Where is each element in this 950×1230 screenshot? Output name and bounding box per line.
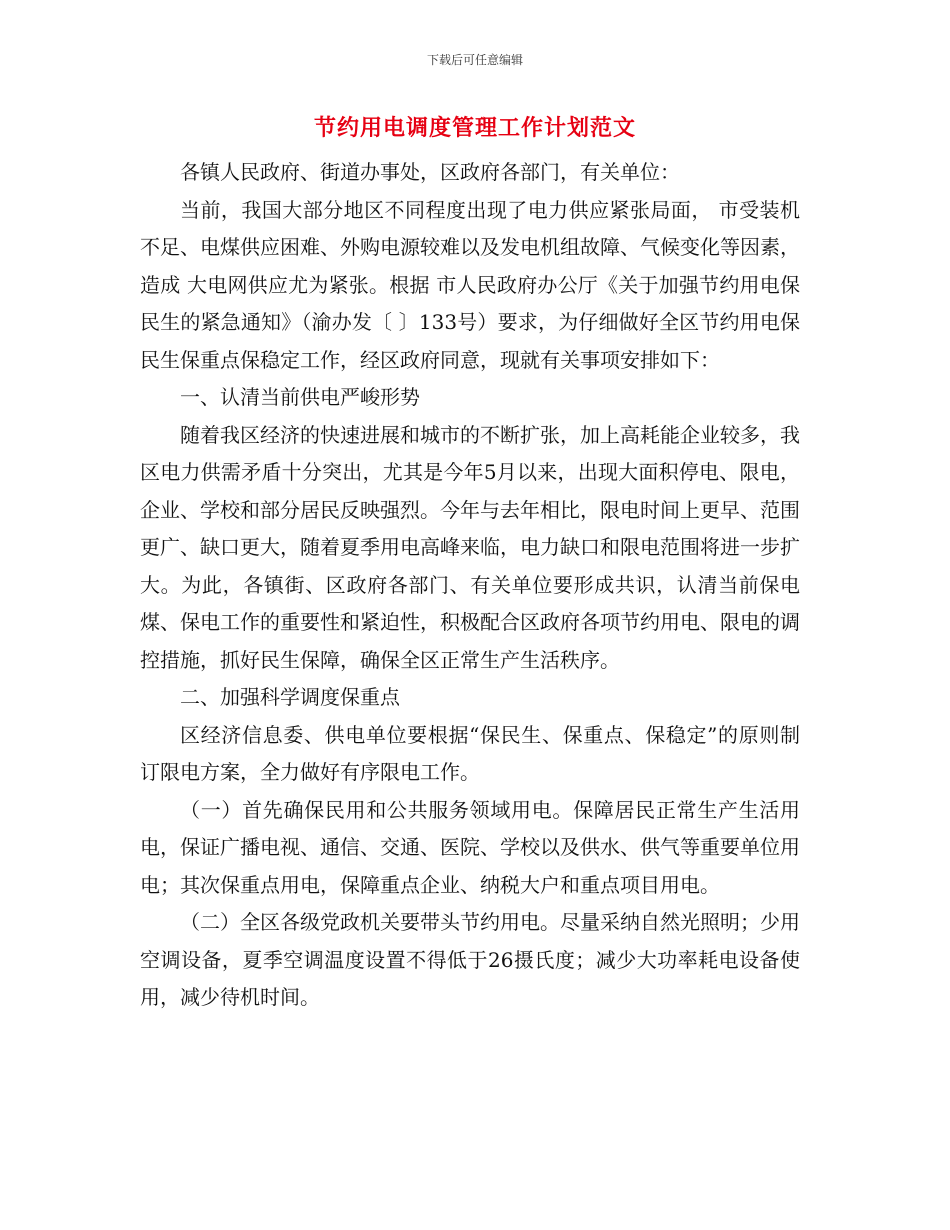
paragraph-section-1: 随着我区经济的快速进展和城市的不断扩张，加上高耗能企业较多，我区电力供需矛盾十分突出，尤其是今年5月以来，出现大面积停电、限电，企业、学校和部分居民反映强烈。今年与去年相比，限电时间上更早、范围更广、缺口更大，随着夏季用电高峰来临，电力缺口和限电范围将进一步扩大。为此，各镇街、区政府各部门、有关单位要形成共识，认清当前保电煤、保电工作的重要性和紧迫性，积极配合区政府各项节约用电、限电的调控措施，抓好民生保障，确保全区正常生产生活秩序。 xyxy=(140,422,800,672)
paragraph-intro: 当前，我国大部分地区不同程度出现了电力供应紧张局面， 市受装机不足、电煤供应困难、外购电源较难以及发电机组故障、气候变化等因素，造成 大电网供应尤为紧张。根据 市人民政府办公厅《关于加强节约用电保民生的紧急通知》（渝办发〔 〕133号）要求，为仔细做好全区节约用电保民生保重点保稳定工作，经区政府同意，现就有关事项安排如下： xyxy=(140,197,800,372)
paragraph-salutation: 各镇人民政府、街道办事处，区政府各部门，有关单位： xyxy=(180,160,680,184)
paragraph-item-2: （二）全区各级党政机关要带头节约用电。尽量采纳自然光照明；少用空调设备，夏季空调温度设置不得低于26摄氏度；减少大功率耗电设备使用，减少待机时间。 xyxy=(140,910,800,1009)
document-title: 节约用电调度管理工作计划范文 xyxy=(313,115,636,141)
section-heading-1: 一、认清当前供电严峻形势 xyxy=(180,385,420,409)
page-header: 下载后可任意编辑 xyxy=(426,53,523,67)
paragraph-item-1: （一）首先确保民用和公共服务领域用电。保障居民正常生产生活用电，保证广播电视、通信、交通、医院、学校以及供水、供气等重要单位用电；其次保重点用电，保障重点企业、纳税大户和重点项目用电。 xyxy=(140,797,800,897)
document-body xyxy=(140,154,800,1017)
section-heading-2: 二、加强科学调度保重点 xyxy=(180,685,400,709)
paragraph-section-2: 区经济信息委、供电单位要根据“保民生、保重点、保稳定”的原则制订限电方案，全力做好有序限电工作。 xyxy=(140,722,800,784)
